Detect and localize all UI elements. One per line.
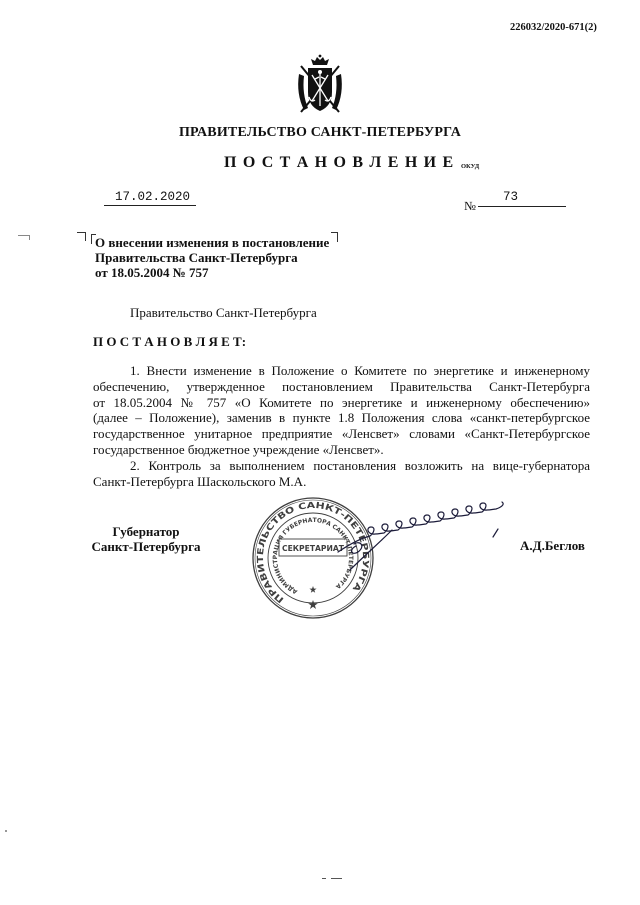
- stamp-outer-text: ПРАВИТЕЛЬСТВО САНКТ-ПЕТЕРБУРГА: [255, 500, 371, 605]
- margin-corner-mark: [18, 235, 30, 240]
- point-1-line-5: государственное унитарное предприятие «Ленсвет» словами «Санкт-Петербургское: [93, 426, 590, 442]
- point-1-line-4: (далее – Положение), заменив в пункте 1.8 Положения слова «санкт-петербургское: [93, 410, 590, 426]
- margin-scan-dot: [5, 830, 7, 832]
- signatory-position-line-2: Санкт-Петербурга: [91, 538, 201, 554]
- point-2-line-1: 2. Контроль за выполнением постановления возложить на вице-губернатора: [130, 457, 590, 473]
- handwritten-signature: [330, 500, 515, 580]
- document-subject: [95, 235, 329, 280]
- subject-line-3: от 18.05.2004 № 757: [95, 264, 209, 280]
- subject-bracket-right: [331, 232, 338, 242]
- point-1-line-1: 1. Внести изменение в Положение о Комитете по энергетике и инженерному: [130, 363, 590, 378]
- footer-scan-mark: [331, 878, 342, 879]
- subject-corner-mark-left: [77, 232, 86, 241]
- decree-heading: П О С Т А Н О В Л Я Е Т:: [93, 334, 247, 349]
- point-1-line-6: государственное бюджетное учреждение «Ленсвет».: [93, 441, 384, 457]
- decree-body: [93, 363, 590, 489]
- stamp-inner-text: АДМИНИСТРАЦ Я ГУБЕРНАТОРА САНК -ПЕТЕРБУРГА: [271, 516, 355, 596]
- point-1-line-3: от 18.05.2004 № 757 «О Комитете по энергетике и инженерному обеспечению»: [93, 394, 590, 410]
- document-registry-number: 226032/2020-671(2): [510, 22, 597, 33]
- okud-label: ОКУД: [461, 163, 480, 170]
- point-1-line-2: обеспечению, утвержденное постановлением Правительства Санкт-Петербурга: [93, 378, 590, 394]
- point-2-line-2: Санкт-Петербурга Шаскольского М.А.: [93, 473, 307, 489]
- stamp-star-icon: [308, 600, 318, 609]
- registration-date: 17.02.2020: [115, 190, 191, 204]
- registration-number: 73: [503, 190, 519, 204]
- document-type-heading: П О С Т А Н О В Л Е Н И Е: [224, 154, 455, 171]
- subject-line-1: О внесении изменения в постановление: [95, 234, 330, 250]
- government-title: ПРАВИТЕЛЬСТВО САНКТ-ПЕТЕРБУРГА: [178, 125, 462, 140]
- registration-date-underline: [104, 205, 196, 206]
- stamp-center-text: СЕКРЕТАРИАТ: [282, 544, 345, 553]
- stamp-star-icon: [309, 586, 316, 593]
- issuer-line: Правительство Санкт-Петербурга: [130, 305, 317, 320]
- saint-petersburg-coat-of-arms-icon: [296, 54, 344, 116]
- signatory-position-line-1: Губернатор: [112, 523, 180, 539]
- signatory-position: [86, 524, 206, 554]
- registration-number-underline: [478, 206, 566, 207]
- registration-number-sign: №: [464, 199, 476, 213]
- subject-line-2: Правительства Санкт-Петербурга: [95, 249, 298, 265]
- footer-scan-mark: [322, 878, 326, 879]
- signatory-name: А.Д.Беглов: [520, 538, 585, 553]
